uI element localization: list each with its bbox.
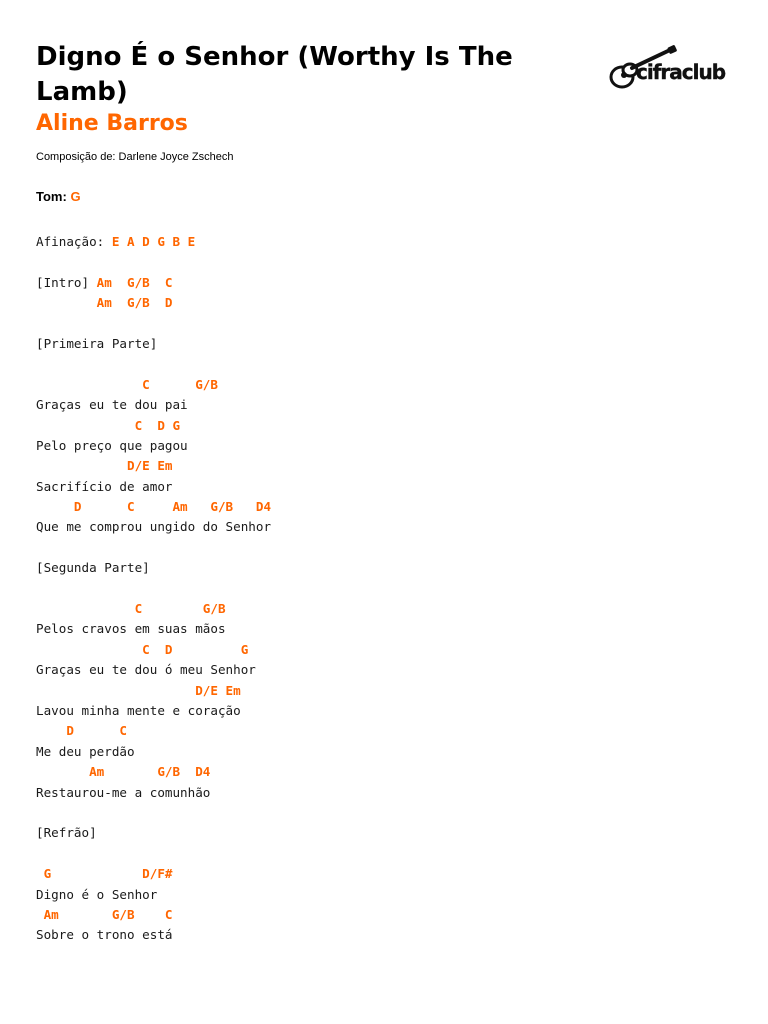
logo-text: cifraclub	[636, 60, 726, 84]
lyric-text: Me deu perdão	[36, 743, 135, 759]
chord-sheet	[36, 232, 271, 946]
lyric-line	[36, 701, 271, 721]
lyric-text: Digno é o Senhor	[36, 886, 158, 902]
chord-line	[36, 599, 271, 619]
lyric-text: Graças eu te dou ó meu Senhor	[36, 662, 256, 678]
chord-text[interactable]: C G/B	[36, 376, 218, 392]
chord-line	[36, 681, 271, 701]
lyric-text: [Refrão]	[36, 825, 97, 841]
artist-name[interactable]: Aline Barros	[36, 111, 188, 136]
lyric-line	[36, 742, 271, 762]
chord-line	[36, 375, 271, 395]
blank-line	[36, 538, 271, 558]
lyric-text: Sobre o trono está	[36, 927, 173, 943]
lyric-text: Pelos cravos em suas mãos	[36, 621, 226, 637]
blank-line	[36, 354, 271, 374]
chord-text[interactable]: D C Am G/B D4	[36, 499, 272, 515]
lyric-line	[36, 232, 271, 252]
chord-text[interactable]: E A D G B E	[111, 234, 196, 249]
chord-text[interactable]: D/E Em	[36, 682, 241, 698]
blank-line	[36, 252, 271, 272]
chord-line	[36, 864, 271, 884]
song-key	[36, 189, 81, 204]
lyric-line	[36, 783, 271, 803]
lyric-text: Que me comprou ungido do Senhor	[36, 519, 272, 535]
chord-line	[36, 721, 271, 741]
chord-text[interactable]: Am G/B D	[36, 295, 173, 311]
lyric-line	[36, 558, 271, 578]
lyric-line	[36, 517, 271, 537]
lyric-text: [Intro]	[36, 274, 97, 290]
chord-text[interactable]: D C	[36, 723, 127, 739]
chord-text[interactable]: Am G/B D4	[36, 764, 211, 780]
lyric-line	[36, 436, 271, 456]
chord-line	[36, 293, 271, 313]
chord-line	[36, 456, 271, 476]
lyric-line	[36, 395, 271, 415]
chord-text[interactable]: G D/F#	[36, 866, 173, 882]
chord-line	[36, 497, 271, 517]
chord-line	[36, 905, 271, 925]
lyric-text: Graças eu te dou pai	[36, 397, 188, 413]
lyric-line	[36, 334, 271, 354]
composer-credit: Composição de: Darlene Joyce Zschech	[36, 151, 234, 163]
cifraclub-logo[interactable]	[604, 44, 724, 96]
lyric-line	[36, 273, 271, 293]
chord-text[interactable]: C D G	[36, 417, 181, 433]
chord-text[interactable]: Am G/B C	[36, 906, 173, 922]
lyric-text: Pelo preço que pagou	[36, 437, 188, 453]
lyric-line	[36, 619, 271, 639]
lyric-line	[36, 477, 271, 497]
blank-line	[36, 844, 271, 864]
blank-line	[36, 803, 271, 823]
lyric-text: Lavou minha mente e coração	[36, 702, 241, 718]
key-value[interactable]: G	[70, 189, 81, 204]
chord-line	[36, 640, 271, 660]
blank-line	[36, 579, 271, 599]
lyric-line	[36, 885, 271, 905]
key-label: Tom:	[36, 189, 67, 204]
chord-line	[36, 416, 271, 436]
song-header	[36, 40, 576, 138]
chord-text[interactable]: Am G/B C	[96, 274, 173, 290]
chord-text[interactable]: D/E Em	[36, 458, 173, 474]
lyric-line	[36, 925, 271, 945]
chord-text[interactable]: C G/B	[36, 601, 226, 617]
lyric-line	[36, 660, 271, 680]
song-title: Digno É o Senhor (Worthy Is The Lamb)	[36, 42, 513, 107]
chord-text[interactable]: C D G	[36, 641, 249, 657]
lyric-text: Sacrifício de amor	[36, 478, 173, 494]
lyric-text: [Primeira Parte]	[36, 335, 158, 351]
lyric-text: [Segunda Parte]	[36, 560, 150, 576]
blank-line	[36, 314, 271, 334]
chord-line	[36, 762, 271, 782]
lyric-text: Afinação:	[36, 234, 112, 249]
lyric-text: Restaurou-me a comunhão	[36, 784, 211, 800]
lyric-line	[36, 823, 271, 843]
